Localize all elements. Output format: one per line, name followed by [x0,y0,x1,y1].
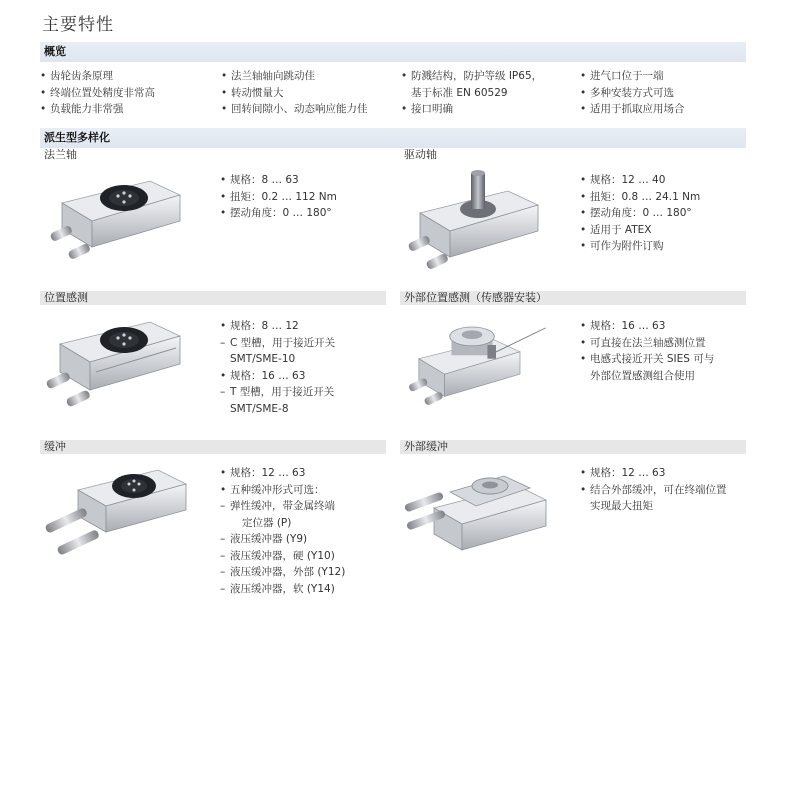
variant-title-external-sensing: 外部位置感测（传感器安装） [400,291,746,305]
variant-bullets-drive-shaft [580,172,700,255]
position-sensing-actuator-image [38,310,188,420]
overview-column-1 [40,68,155,118]
variant-bullet: • 五种缓冲形式可选： [220,482,345,499]
cushioning-actuator-image [40,460,190,570]
overview-heading: 概览 [40,42,746,62]
variant-title-flange-shaft: 法兰轴 [44,148,77,161]
variant-title-position-sensing: 位置感测 [40,291,386,305]
overview-item: • 转动惯量大 [221,85,368,102]
overview-column-3 [401,68,542,118]
overview-item: • 法兰轴轴向跳动佳 [221,68,368,85]
variant-bullet: • 结合外部缓冲，可在终端位置 [580,482,727,499]
variant-sub-bullet: – 液压缓冲器，软 (Y14) [220,581,345,598]
variant-bullet: • 适用于 ATEX [580,222,700,239]
variant-bullet: • 扭矩：0.8 … 24.1 Nm [580,189,700,206]
variant-bullet: • 规格：12 … 40 [580,172,700,189]
variant-sub-bullet: – C 型槽，用于接近开关 [220,335,335,352]
overview-item: • 终端位置处精度非常高 [40,85,155,102]
variant-bullet-continuation: SMT/SME-10 [230,353,296,365]
overview-item: • 适用于抓取应用场合 [580,101,685,118]
variant-bullet: • 电感式接近开关 SIES 可与 [580,351,714,368]
flange-shaft-actuator-image [42,165,192,275]
overview-column-4 [580,68,685,118]
variant-bullet: • 规格：8 … 12 [220,318,335,335]
variant-bullet-continuation: 外部位置感测组合使用 [590,369,695,382]
variant-bullet: • 可作为附件订购 [580,238,700,255]
variant-title-drive-shaft: 驱动轴 [404,148,437,161]
external-sensing-actuator-image [400,308,550,418]
variant-bullet: • 规格：16 … 63 [580,318,714,335]
page-title: 主要特性 [42,15,114,35]
variant-bullet: • 规格：12 … 63 [580,465,727,482]
variant-bullet: • 规格：8 … 63 [220,172,337,189]
variant-sub-bullet: – 弹性缓冲，带金属终端 [220,498,345,515]
overview-item: • 多种安装方式可选 [580,85,685,102]
variant-bullet: • 扭矩：0.2 … 112 Nm [220,189,337,206]
variants-heading: 派生型多样化 [40,128,746,148]
overview-item-continuation: 基于标准 EN 60529 [411,86,508,99]
overview-item: • 回转间隙小、动态响应能力佳 [221,101,368,118]
variant-bullets-external-cushioning [580,465,727,515]
variant-bullet: • 摆动角度：0 … 180° [580,205,700,222]
variant-bullet-continuation: SMT/SME-8 [230,402,289,415]
variant-title-external-cushioning: 外部缓冲 [400,440,746,454]
variant-bullet: • 规格：12 … 63 [220,465,345,482]
variant-bullets-cushioning [220,465,345,597]
variant-bullet: • 摆动角度：0 … 180° [220,205,337,222]
drive-shaft-actuator-image [400,165,550,275]
overview-column-2 [221,68,368,118]
variant-bullet-continuation: 实现最大扭矩 [590,500,653,512]
external-cushioning-actuator-image [400,458,550,568]
overview-item: • 负载能力非常强 [40,101,155,118]
overview-item: • 齿轮齿条原理 [40,68,155,85]
variant-bullets-flange-shaft [220,172,337,222]
variant-sub-bullet: – 液压缓冲器 (Y9) [220,531,345,548]
overview-item: • 接口明确 [401,101,542,118]
variant-sub-bullet: – T 型槽，用于接近开关 [220,384,335,401]
variant-bullet: • 规格：16 … 63 [220,368,335,385]
variant-bullets-position-sensing [220,318,335,417]
variant-bullets-external-sensing [580,318,714,384]
overview-item: • 防溅结构，防护等级 IP65， [401,68,542,85]
variant-bullet: • 可直接在法兰轴感测位置 [580,335,714,352]
variant-title-cushioning: 缓冲 [40,440,386,454]
variant-sub-bullet-continuation: 定位器 (P) [242,516,292,529]
variant-sub-bullet: – 液压缓冲器，硬 (Y10) [220,548,345,565]
overview-item: • 进气口位于一端 [580,68,685,85]
variant-sub-bullet: – 液压缓冲器，外部 (Y12) [220,564,345,581]
